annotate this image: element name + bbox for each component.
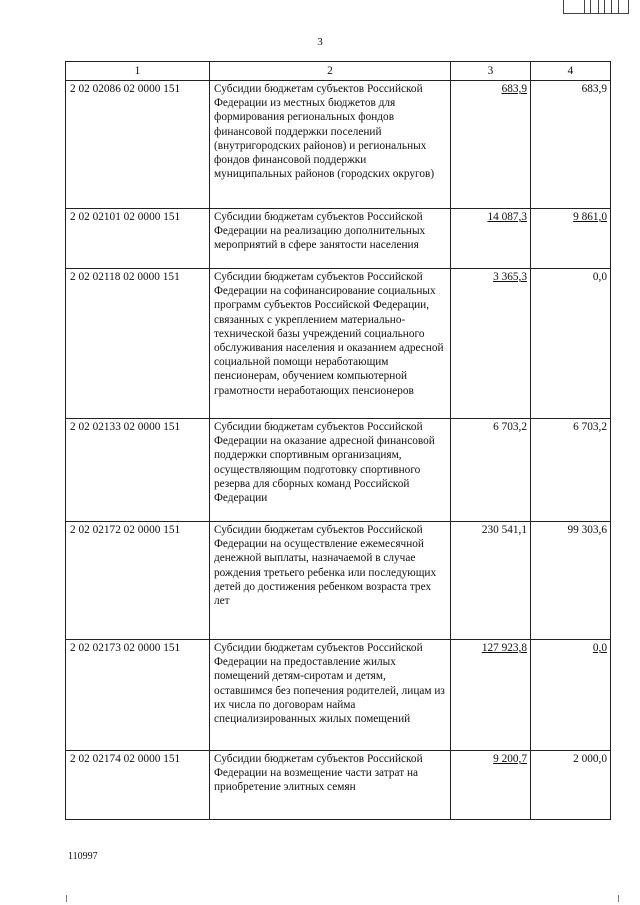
value-text: 9 200,7 [493, 753, 527, 765]
row-value-col3 [451, 209, 531, 269]
row-value-col3 [451, 751, 531, 820]
row-code: 2 02 02172 02 0000 151 [66, 522, 210, 640]
table-row [66, 522, 611, 640]
table-row [66, 419, 611, 522]
corner-tick [598, 0, 599, 13]
corner-tick [604, 0, 605, 13]
row-description: Субсидии бюджетам субъектов Российской Федерации на осуществление ежемесячной денежной выплаты, назначаемой в случае рождения третьего ребенка или последующих детей до достижения ребенком возраста трех лет [210, 522, 451, 640]
header-col-3: 3 [451, 62, 531, 81]
table-row [66, 81, 611, 209]
value-text: 683,9 [581, 83, 607, 95]
row-code: 2 02 02101 02 0000 151 [66, 209, 210, 269]
row-description: Субсидии бюджетам субъектов Российской Федерации на возмещение части затрат на приобретение элитных семян [210, 751, 451, 820]
document-id: 110997 [68, 851, 98, 862]
row-description: Субсидии бюджетам субъектов Российской Федерации на реализацию дополнительных мероприятий в сфере занятости населения [210, 209, 451, 269]
table-row [66, 640, 611, 751]
corner-tick [584, 0, 585, 13]
row-value-col3 [451, 419, 531, 522]
row-value-col4 [531, 419, 611, 522]
row-value-col3 [451, 640, 531, 751]
table-header-row [66, 62, 611, 81]
budget-table [65, 61, 611, 820]
row-code: 2 02 02118 02 0000 151 [66, 269, 210, 419]
table-row [66, 209, 611, 269]
row-code: 2 02 02174 02 0000 151 [66, 751, 210, 820]
row-value-col4 [531, 522, 611, 640]
row-value-col4 [531, 751, 611, 820]
corner-tick [618, 0, 619, 13]
header-col-1: 1 [66, 62, 210, 81]
value-text: 99 303,6 [567, 524, 607, 536]
row-code: 2 02 02133 02 0000 151 [66, 419, 210, 522]
header-col-4: 4 [531, 62, 611, 81]
table-row [66, 751, 611, 820]
row-value-col4 [531, 81, 611, 209]
value-text: 6 703,2 [493, 421, 527, 433]
corner-mark [563, 0, 629, 14]
value-text: 3 365,3 [493, 271, 527, 283]
row-value-col3 [451, 522, 531, 640]
margin-tick [618, 895, 619, 902]
page-number: 3 [317, 36, 323, 48]
value-text: 14 087,3 [487, 211, 527, 223]
row-description: Субсидии бюджетам субъектов Российской Федерации на оказание адресной финансовой поддержки спортивным организациям, осуществляющим подготовку спортивного резерва для сборных команд Российской Федерации [210, 419, 451, 522]
row-description: Субсидии бюджетам субъектов Российской Федерации на софинансирование социальных программ субъектов Российской Федерации, связанных с укреплением материально-технической базы учреждений социального обслуживания населения и оказанием адресной социальной помощи неработающим пенсионерам, обучением компьютерной грамотности неработающих пенсионеров [210, 269, 451, 419]
margin-tick [66, 895, 67, 902]
value-text: 0,0 [592, 642, 607, 654]
row-value-col4 [531, 209, 611, 269]
row-value-col4 [531, 640, 611, 751]
row-value-col3 [451, 269, 531, 419]
value-text: 127 923,8 [481, 642, 527, 654]
row-code: 2 02 02173 02 0000 151 [66, 640, 210, 751]
row-value-col4 [531, 269, 611, 419]
row-description: Субсидии бюджетам субъектов Российской Федерации на предоставление жилых помещений детям-сиротам и детям, оставшимся без попечения родителей, лицам из их числа по договорам найма специализированных жилых помещений [210, 640, 451, 751]
corner-tick [611, 0, 612, 13]
corner-tick [590, 0, 591, 13]
value-text: 683,9 [501, 83, 527, 95]
value-text: 6 703,2 [573, 421, 607, 433]
row-code: 2 02 02086 02 0000 151 [66, 81, 210, 209]
value-text: 0,0 [592, 271, 607, 283]
value-text: 9 861,0 [573, 211, 607, 223]
value-text: 230 541,1 [481, 524, 527, 536]
value-text: 2 000,0 [573, 753, 607, 765]
row-description: Субсидии бюджетам субъектов Российской Федерации из местных бюджетов для формирования региональных фондов финансовой поддержки поселений (внутригородских районов) и региональных фондов финансовой поддержки муниципальных районов (городских округов) [210, 81, 451, 209]
row-value-col3 [451, 81, 531, 209]
header-col-2: 2 [210, 62, 451, 81]
table-row [66, 269, 611, 419]
